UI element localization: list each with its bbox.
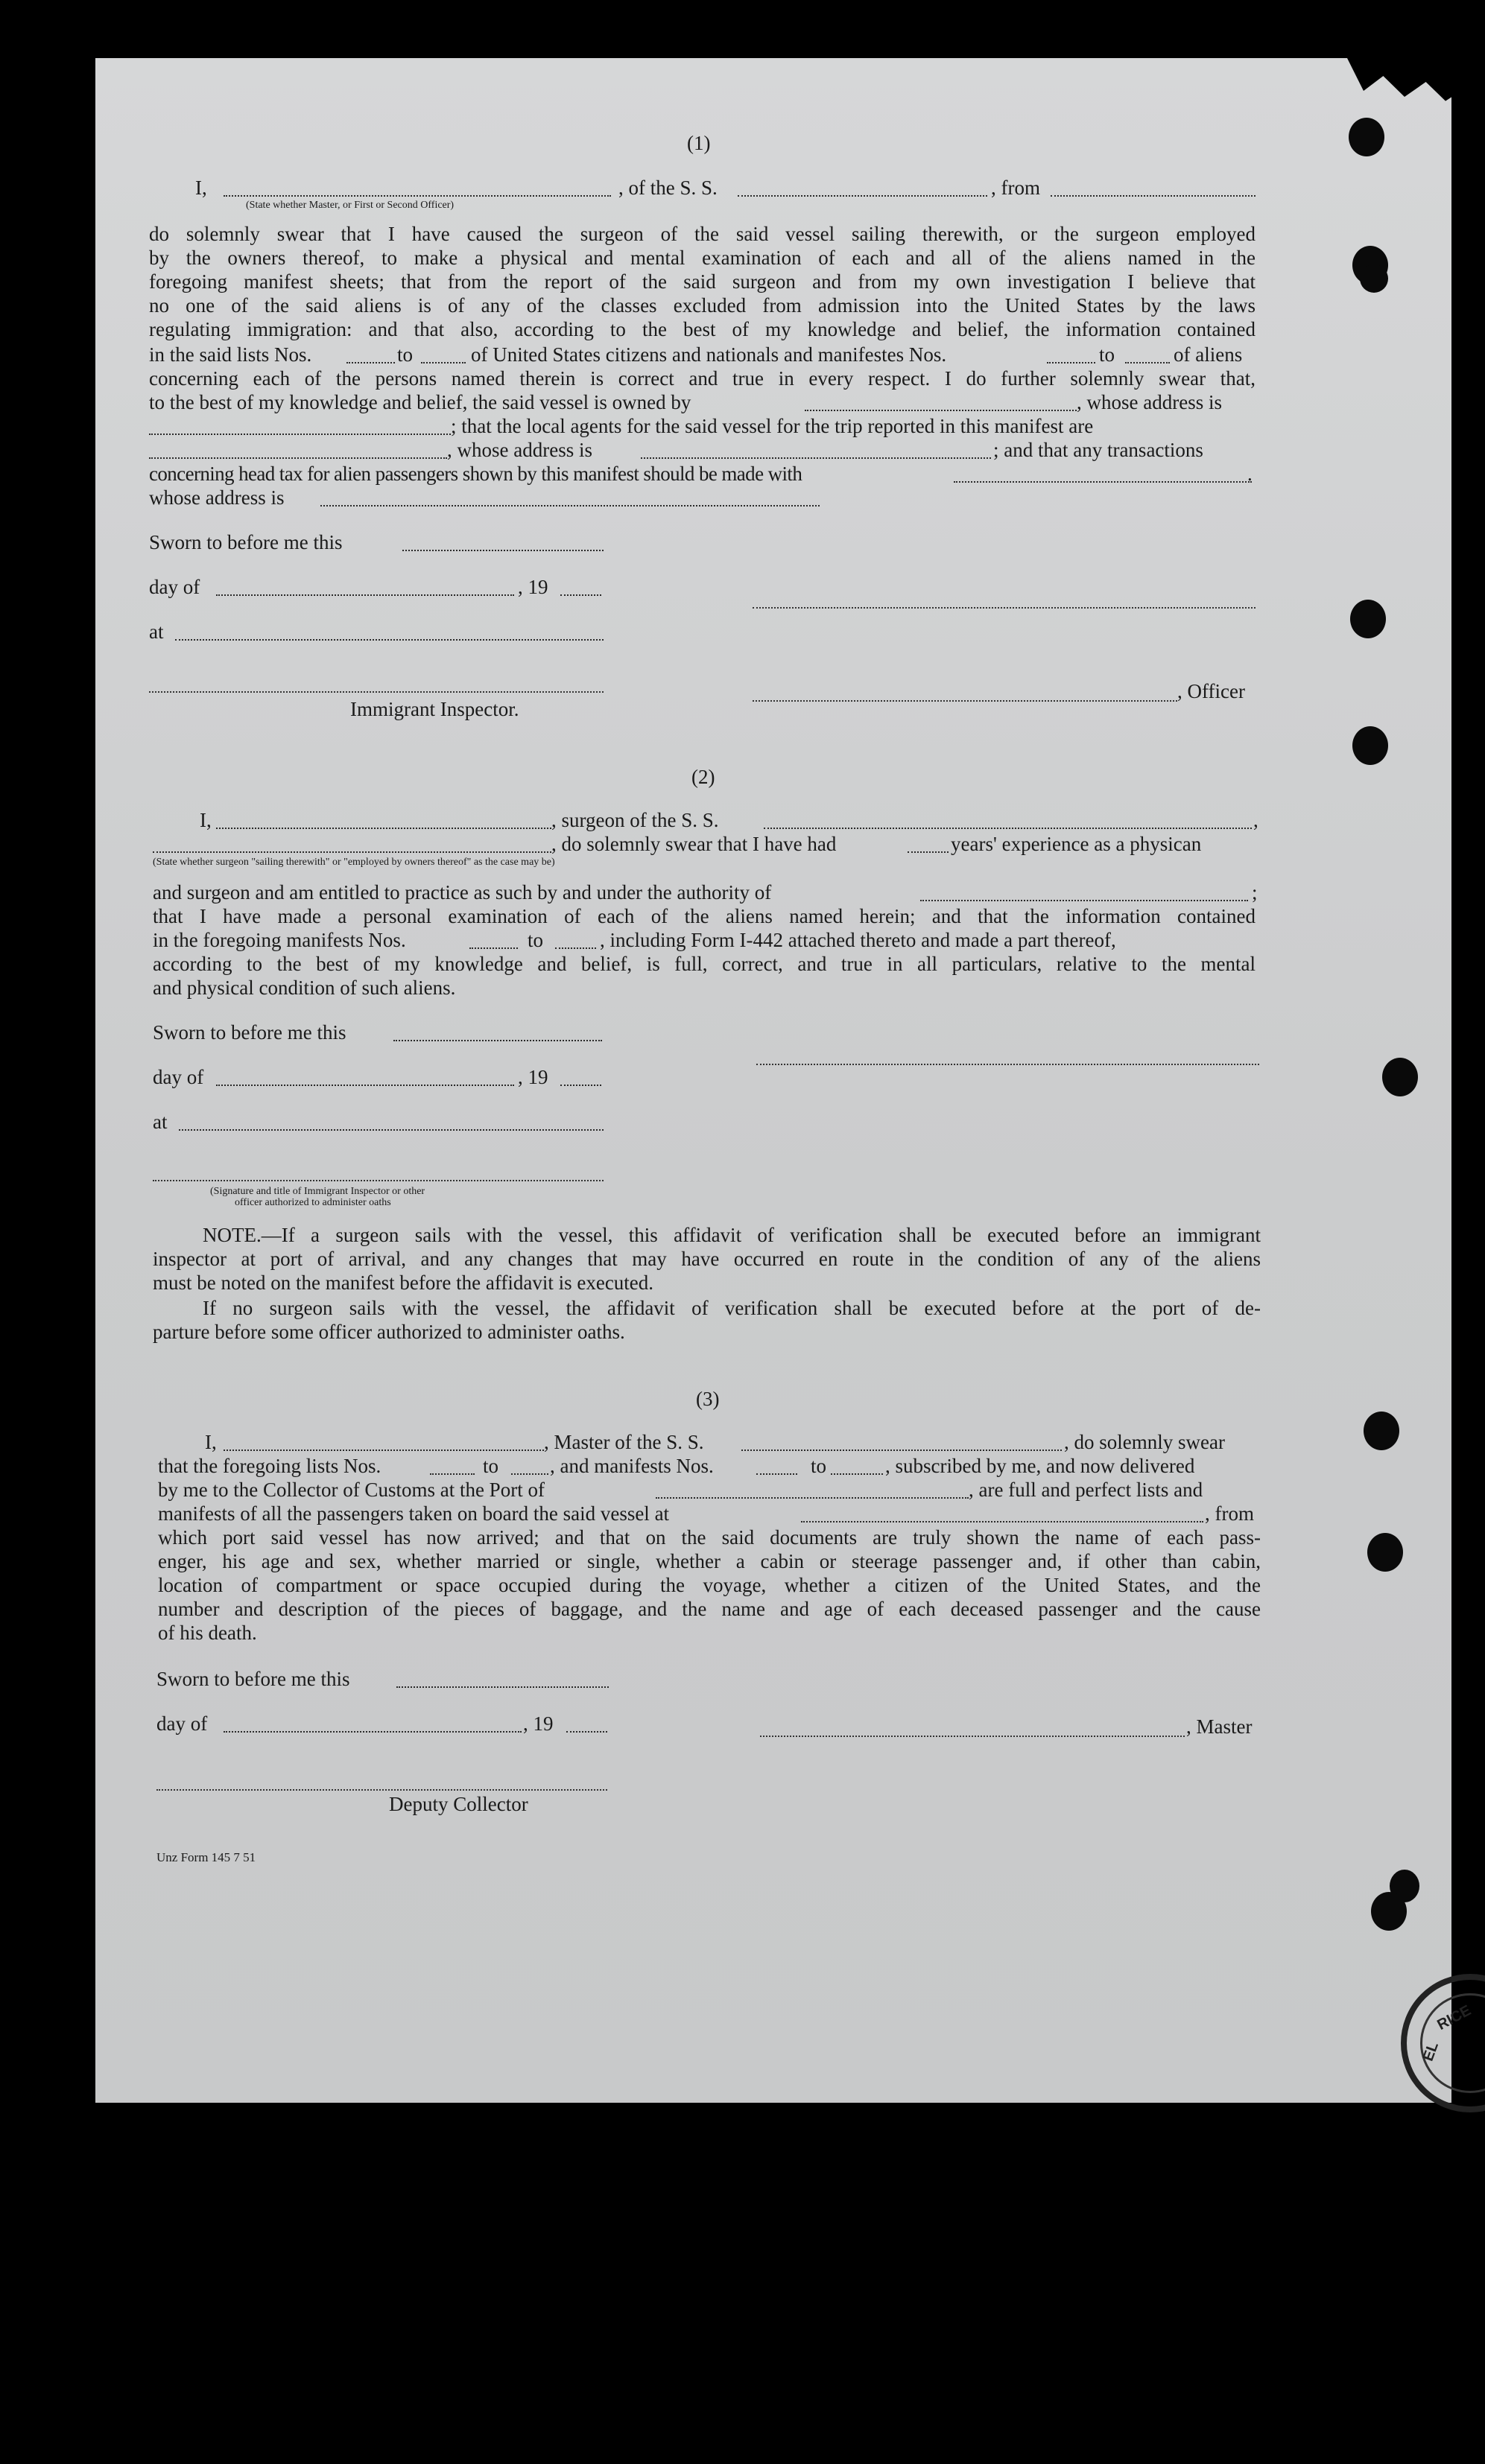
sworn-label: Sworn to before me this	[149, 531, 343, 553]
label: of United States citizens and nationals and manifestes Nos.	[471, 343, 947, 366]
label: , and manifests Nos.	[550, 1455, 714, 1477]
paragraph-line: and physical condition of such aliens.	[153, 977, 456, 999]
label: Deputy Collector	[389, 1793, 528, 1815]
label: by me to the Collector of Customs at the Port of	[158, 1479, 545, 1501]
collector-signature-line[interactable]	[156, 1789, 607, 1791]
surgeon-name-field[interactable]	[216, 828, 551, 829]
manifest-no-field[interactable]	[1047, 362, 1095, 363]
label: I,	[205, 1431, 217, 1453]
paragraph-line: by the owners thereof, to make a physical and mental examination of each and all of the aliens named in the	[149, 247, 1256, 269]
note-line: parture before some officer authorized to administer oaths.	[153, 1321, 625, 1343]
punch-hole	[1350, 600, 1386, 638]
years-field[interactable]	[908, 851, 949, 853]
paragraph-line: no one of the said aliens is of any of the classes excluded from admission into the United States by the laws	[149, 294, 1256, 317]
label: in the foregoing manifests Nos.	[153, 929, 406, 951]
paragraph-line: concerning each of the persons named therein is correct and true in every respect. I do further solemnly swear that,	[149, 367, 1256, 390]
label: , 19	[518, 576, 548, 598]
punch-hole	[1360, 264, 1388, 293]
owner-field[interactable]	[805, 410, 1077, 411]
punch-hole	[1364, 1412, 1399, 1450]
label: day of	[153, 1066, 204, 1088]
label: day of	[156, 1712, 208, 1735]
label: years' experience as a physican	[951, 833, 1202, 855]
ship-name-field[interactable]	[764, 828, 1252, 829]
field-note: (Signature and title of Immigrant Inspector or other	[210, 1186, 425, 1197]
punctuation: .	[1247, 463, 1253, 485]
officer-name-line[interactable]	[753, 700, 1177, 702]
label: , from	[991, 177, 1040, 199]
headtax-contact-field[interactable]	[954, 481, 1252, 483]
note-line: If no surgeon sails with the vessel, the affidavit of verification shall be executed before at the port of de-	[203, 1297, 1261, 1319]
manifest-no-field[interactable]	[756, 1473, 797, 1475]
paragraph-line: location of compartment or space occupied during the voyage, whether a citizen of the United States, and the	[158, 1574, 1261, 1596]
paragraph-line: which port said vessel has now arrived; and that on the said documents are truly shown the name of each pass-	[158, 1526, 1261, 1549]
punch-hole	[1367, 1533, 1403, 1572]
paragraph-line: that I have made a personal examination of each of the aliens named herein; and that the information contained	[153, 905, 1256, 927]
owner-address-field[interactable]	[149, 434, 451, 435]
label: , Master	[1186, 1715, 1253, 1738]
label: ; that the local agents for the said vessel for the trip reported in this manifest are	[451, 415, 1094, 437]
place-field[interactable]	[175, 639, 604, 641]
punch-hole	[1382, 1058, 1418, 1096]
punctuation: ;	[1252, 881, 1258, 904]
note-line: must be noted on the manifest before the affidavit is executed.	[153, 1271, 654, 1294]
label: to	[1099, 343, 1115, 366]
label: , whose address is	[447, 439, 592, 461]
label: to	[528, 929, 544, 951]
ship-name-field[interactable]	[738, 195, 987, 197]
label: at	[153, 1111, 168, 1133]
punctuation: ,	[1253, 809, 1258, 831]
punch-hole	[1352, 726, 1388, 765]
sworn-date-field[interactable]	[396, 1686, 609, 1688]
paragraph-line: enger, his age and sex, whether married or single, whether a cabin or steerage passenger and, if other than cabin,	[158, 1550, 1261, 1572]
authority-field[interactable]	[920, 900, 1248, 901]
manifest-no-field[interactable]	[1125, 362, 1170, 363]
label: , from	[1205, 1502, 1254, 1525]
sworn-label: Sworn to before me this	[153, 1021, 346, 1044]
label: , 19	[518, 1066, 548, 1088]
label: that the foregoing lists Nos.	[158, 1455, 381, 1477]
officer-name-field[interactable]	[224, 195, 611, 197]
year-field[interactable]	[560, 1085, 601, 1086]
paragraph-line: do solemnly swear that I have caused the surgeon of the said vessel sailing therewith, or the surgeon employed	[149, 223, 1256, 245]
label: , of the S. S.	[618, 177, 718, 199]
headtax-address-field[interactable]	[320, 505, 820, 507]
label: , whose address is	[1077, 391, 1222, 413]
list-no-field[interactable]	[346, 362, 395, 363]
paragraph-line: regulating immigration: and that also, according to the best of my knowledge and belief, the information contained	[149, 318, 1256, 340]
manifest-no-field[interactable]	[469, 947, 518, 949]
label: manifests of all the passengers taken on board the said vessel at	[158, 1502, 670, 1525]
paragraph-line: according to the best of my knowledge and belief, is full, correct, and true in all particulars, relative to the mental	[153, 953, 1256, 975]
field-note: (State whether Master, or First or Second Officer)	[246, 200, 455, 211]
year-field[interactable]	[566, 1731, 607, 1733]
surgeon-status-field[interactable]	[153, 851, 551, 853]
label: and surgeon and am entitled to practice as such by and under the authority of	[153, 881, 772, 904]
label: to	[811, 1455, 827, 1477]
section-number: (1)	[687, 132, 711, 154]
label: in the said lists Nos.	[149, 343, 312, 366]
stamp-text: RICE	[1434, 2002, 1474, 2033]
label: ; and that any transactions	[993, 439, 1203, 461]
label: , 19	[523, 1712, 554, 1735]
label: , subscribed by me, and now delivered	[885, 1455, 1195, 1477]
stamp-text: EL	[1419, 2039, 1443, 2064]
master-name-field[interactable]	[224, 1449, 544, 1451]
label: whose address is	[149, 486, 285, 509]
sworn-date-field[interactable]	[393, 1040, 602, 1041]
label: , do solemnly swear	[1064, 1431, 1225, 1453]
section-number: (3)	[696, 1388, 720, 1410]
label: to the best of my knowledge and belief, the said vessel is owned by	[149, 391, 691, 413]
agents-field[interactable]	[149, 457, 447, 459]
sworn-label: Sworn to before me this	[156, 1668, 350, 1690]
year-field[interactable]	[560, 594, 601, 596]
label: , Master of the S. S.	[544, 1431, 704, 1453]
label: , surgeon of the S. S.	[551, 809, 719, 831]
label: concerning head tax for alien passengers shown by this manifest should be made with	[149, 463, 802, 485]
month-field[interactable]	[224, 1731, 522, 1733]
label: , including Form I-442 attached thereto and made a part thereof,	[600, 929, 1116, 951]
label: at	[149, 620, 164, 643]
label: I,	[200, 809, 212, 831]
label: , Officer	[1177, 680, 1245, 702]
inspector-signature-line[interactable]	[153, 1180, 604, 1181]
port-field[interactable]	[656, 1497, 969, 1499]
agents-address-field[interactable]	[641, 457, 991, 459]
paragraph-line: foregoing manifest sheets; that from the report of the said surgeon and from my own investigation I believe that	[149, 270, 1256, 293]
label: to	[397, 343, 414, 366]
label: to	[483, 1455, 499, 1477]
field-note: (State whether surgeon "sailing therewith" or "employed by owners thereof" as the case may be)	[153, 857, 555, 868]
note-line: inspector at port of arrival, and any changes that may have occurred en route in the condition of any of the aliens	[153, 1248, 1261, 1270]
label: , do solemnly swear that I have had	[551, 833, 837, 855]
note-line: NOTE.—If a surgeon sails with the vessel, this affidavit of verification shall be executed before an immigrant	[203, 1224, 1261, 1246]
punch-hole	[1371, 1892, 1407, 1931]
place-field[interactable]	[179, 1129, 604, 1131]
label: , are full and perfect lists and	[969, 1479, 1203, 1501]
sworn-date-field[interactable]	[402, 550, 604, 551]
from-port-field[interactable]	[1051, 195, 1256, 197]
officer-signature-line[interactable]	[753, 607, 1256, 609]
torn-corner	[1347, 58, 1485, 118]
form-id: Unz Form 145 7 51	[156, 1850, 256, 1864]
departure-port-field[interactable]	[801, 1521, 1203, 1522]
label: of aliens	[1174, 343, 1243, 366]
label: I,	[195, 177, 207, 199]
label: Immigrant Inspector.	[350, 698, 519, 720]
field-note: officer authorized to administer oaths	[235, 1197, 391, 1208]
list-no-field[interactable]	[430, 1473, 475, 1475]
paragraph-line: number and description of the pieces of baggage, and the name and age of each deceased passenger and the cause	[158, 1598, 1261, 1620]
inspector-signature-line[interactable]	[149, 691, 604, 693]
ship-name-field[interactable]	[741, 1449, 1062, 1451]
punch-hole	[1349, 118, 1384, 156]
list-no-field[interactable]	[511, 1473, 548, 1475]
paragraph-line: of his death.	[158, 1622, 257, 1644]
month-field[interactable]	[216, 594, 514, 596]
list-no-field[interactable]	[421, 362, 466, 363]
label: day of	[149, 576, 200, 598]
manifest-no-field[interactable]	[831, 1473, 883, 1475]
manifest-no-field[interactable]	[555, 947, 596, 949]
section-number: (2)	[691, 766, 715, 788]
surgeon-signature-line[interactable]	[756, 1064, 1259, 1065]
master-signature-line[interactable]	[760, 1736, 1185, 1737]
month-field[interactable]	[216, 1085, 514, 1086]
